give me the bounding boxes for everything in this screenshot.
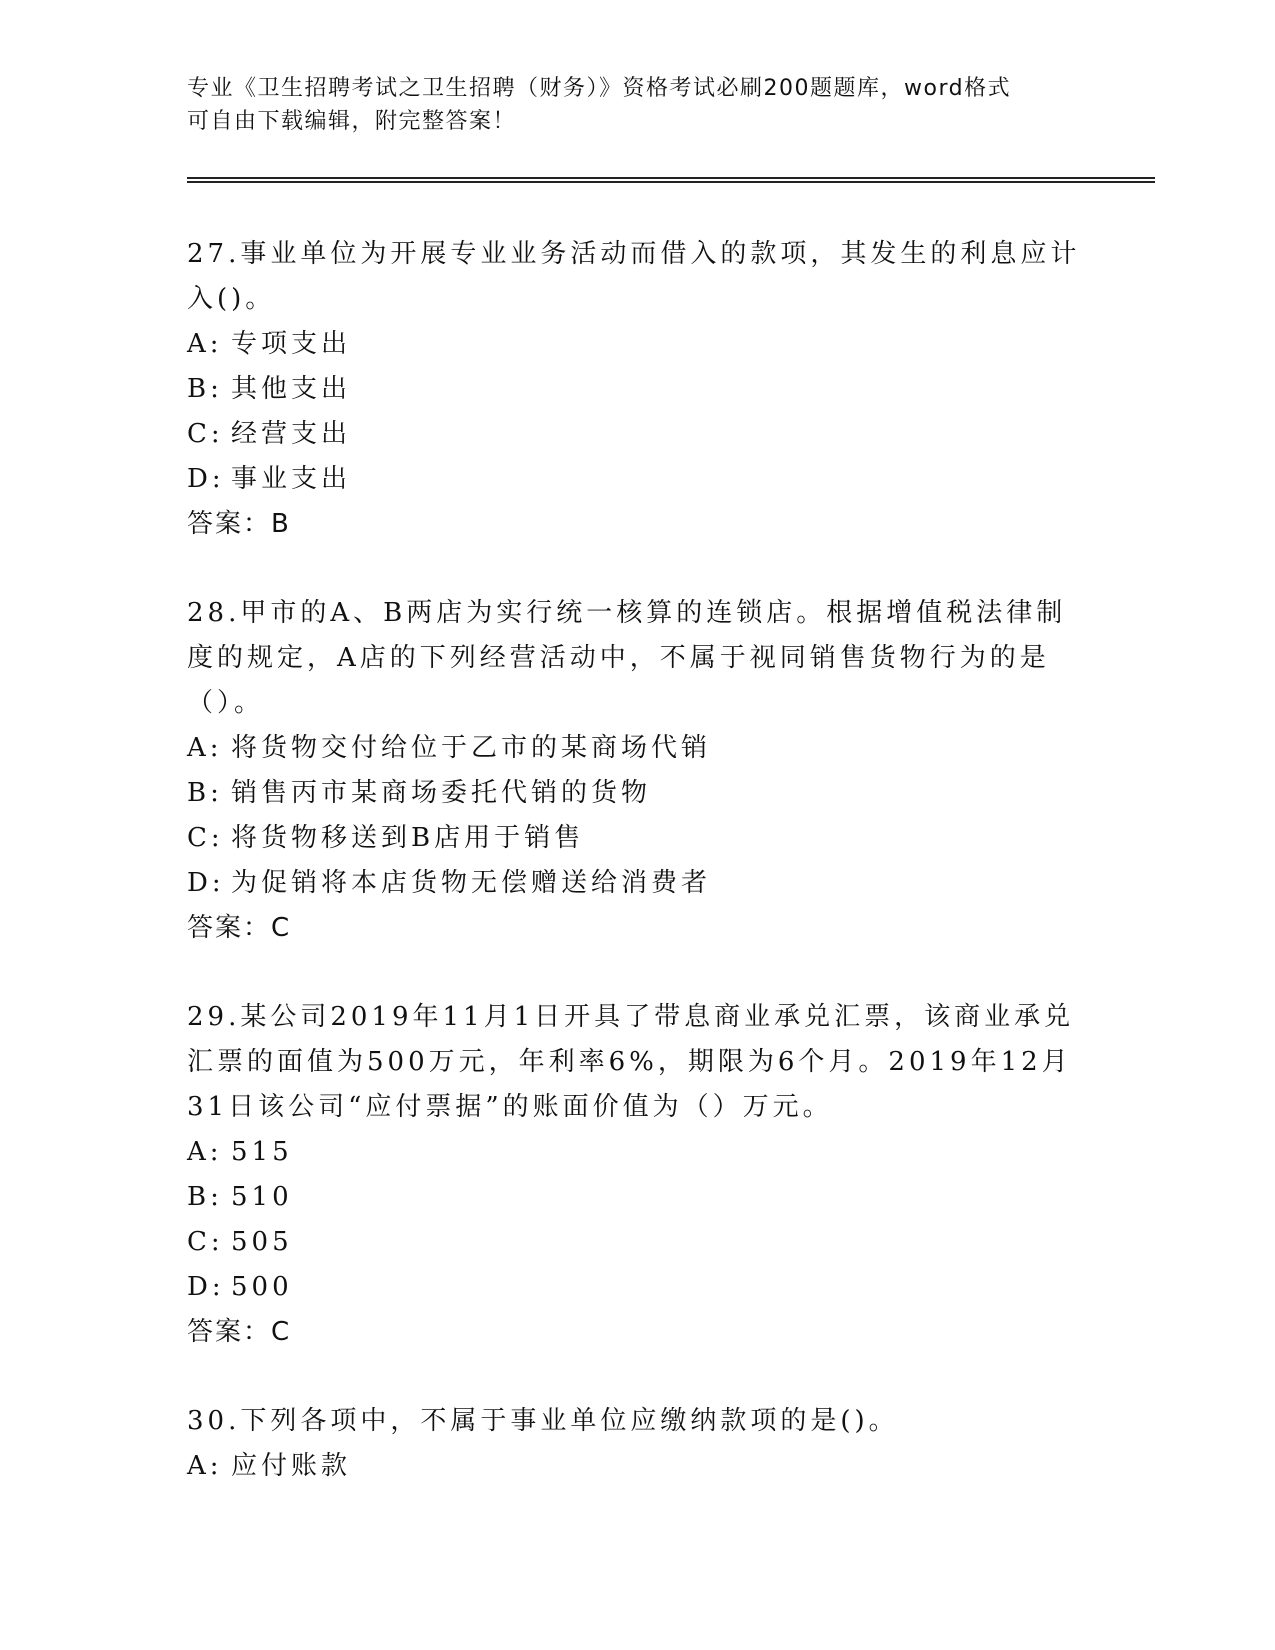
answer-line: 答案：C: [187, 913, 292, 943]
option-letter: D:: [187, 868, 225, 898]
option-d: [187, 861, 1087, 906]
option-text: 销售丙市某商场委托代销的货物: [231, 778, 652, 808]
question-stem: 27.事业单位为开展专业业务活动而借入的款项，其发生的利息应计入()。: [187, 239, 1081, 314]
option-c: [187, 412, 1087, 457]
header-line-1: 专业《卫生招聘考试之卫生招聘（财务）》资格考试必刷200题题库，word格式: [187, 76, 1012, 101]
option-letter: A:: [187, 1137, 223, 1167]
option-letter: A:: [187, 329, 223, 359]
option-text: 事业支出: [231, 464, 352, 494]
option-letter: C:: [187, 1227, 224, 1257]
option-a: [187, 1130, 1087, 1175]
document-header: [187, 72, 1067, 138]
option-text: 515: [231, 1137, 293, 1167]
question-list: [187, 232, 1087, 1533]
option-d: [187, 457, 1087, 502]
option-letter: D:: [187, 1272, 225, 1302]
answer-line: 答案：B: [187, 509, 291, 539]
question-stem: 30.下列各项中，不属于事业单位应缴纳款项的是()。: [187, 1406, 899, 1436]
option-text: 专项支出: [231, 329, 352, 359]
option-letter: A:: [187, 733, 223, 763]
question-stem: 28.甲市的A、B两店为实行统一核算的连锁店。根据增值税法律制度的规定，A店的下列经营活动中，不属于视同销售货物行为的是（）。: [187, 598, 1067, 718]
header-divider: [187, 177, 1155, 183]
option-b: [187, 1175, 1087, 1220]
option-text: 将货物移送到B店用于销售: [231, 823, 585, 853]
option-text: 其他支出: [231, 374, 352, 404]
option-text: 经营支出: [231, 419, 352, 449]
question-29: [187, 995, 1087, 1355]
option-text: 为促销将本店货物无偿赠送给消费者: [231, 868, 712, 898]
option-d: [187, 1265, 1087, 1310]
question-30: [187, 1399, 1087, 1489]
option-letter: B:: [187, 1182, 223, 1212]
question-28: [187, 591, 1087, 951]
question-27: [187, 232, 1087, 547]
option-letter: B:: [187, 778, 223, 808]
option-c: [187, 1220, 1087, 1265]
option-a: [187, 1444, 1087, 1489]
option-text: 500: [231, 1272, 293, 1302]
question-stem: 29.某公司2019年11月1日开具了带息商业承兑汇票，该商业承兑汇票的面值为500万元，年利率6%，期限为6个月。2019年12月31日该公司“应付票据”的账面价值为（）万元。: [187, 1002, 1075, 1122]
option-text: 应付账款: [231, 1451, 352, 1481]
option-letter: B:: [187, 374, 223, 404]
option-text: 505: [231, 1227, 293, 1257]
option-text: 将货物交付给位于乙市的某商场代销: [231, 733, 712, 763]
option-a: [187, 322, 1087, 367]
option-letter: A:: [187, 1451, 223, 1481]
option-text: 510: [231, 1182, 293, 1212]
option-letter: C:: [187, 419, 224, 449]
option-letter: C:: [187, 823, 224, 853]
option-b: [187, 771, 1087, 816]
header-line-2: 可自由下载编辑，附完整答案！: [187, 109, 517, 134]
option-letter: D:: [187, 464, 225, 494]
option-c: [187, 816, 1087, 861]
option-a: [187, 726, 1087, 771]
answer-line: 答案：C: [187, 1317, 292, 1347]
option-b: [187, 367, 1087, 412]
